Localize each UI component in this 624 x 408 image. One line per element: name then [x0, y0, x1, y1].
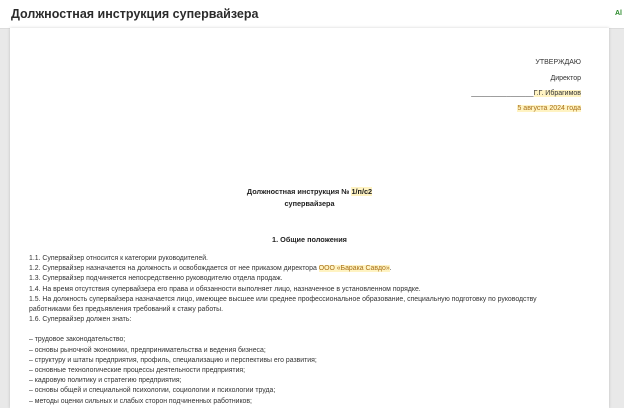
approve-label: УТВЕРЖДАЮ: [535, 59, 581, 66]
corner-link[interactable]: Al: [615, 10, 622, 17]
doc-title: [10, 187, 609, 196]
clause-1-5-line1: 1.5. На должность супервайзера назначается лицо, имеющее высшее или среднее профессиональное образование, специальную подготовку по руководству: [29, 295, 537, 303]
approver-name: Г.Г. Ибрагимов: [533, 90, 581, 97]
clause-1-2: [29, 264, 589, 274]
company-name: ООО «Барака Савдо»: [318, 265, 390, 273]
clause-1-5-line2: работниками без предъявления требований к стажу работы.: [29, 306, 224, 314]
doc-number: 1/п/с2: [351, 187, 373, 196]
approver-signature: [471, 90, 581, 97]
list-item: – основы рыночной экономики, предпринимательства и ведения бизнеса;: [29, 346, 266, 354]
list-item: – методы оценки сильных и слабых сторон подчиненных работников;: [29, 397, 252, 405]
approver-position: Директор: [550, 75, 581, 82]
clause-1-3: 1.3. Супервайзер подчиняется непосредственно руководителю отдела продаж.: [29, 275, 283, 283]
doc-title-prefix: Должностная инструкция №: [246, 187, 352, 196]
signature-line: ________________: [471, 90, 534, 97]
list-item: – основные технологические процессы деятельности предприятия;: [29, 367, 246, 375]
document-sheet: [10, 28, 609, 408]
clause-1-1: 1.1. Супервайзер относится к категории руководителей.: [29, 255, 208, 262]
list-item: – основы общей и специальной психологии, социологии и психологии труда;: [29, 387, 276, 395]
page-title: Должностная инструкция супервайзера: [11, 7, 259, 21]
approval-date-row: [517, 105, 581, 112]
clause-1-2-text: 1.2. Супервайзер назначается на должность и освобождается от нее приказом директора: [29, 265, 319, 273]
section-title: 1. Общие положения: [272, 235, 347, 244]
list-item: – трудовое законодательство;: [29, 336, 126, 344]
clause-1-6: 1.6. Супервайзер должен знать:: [29, 316, 132, 324]
approval-date: 5 августа 2024 года: [517, 105, 581, 112]
clause-1-4: 1.4. На время отсутствия супервайзера его права и обязанности выполняет лицо, назначенное в установленном порядке.: [29, 285, 421, 293]
clause-1-2-end: .: [389, 265, 392, 273]
list-item: – кадровую политику и стратегию предприятия;: [29, 377, 182, 385]
list-item: – структуру и штаты предприятия, профиль, специализацию и перспективы его развития;: [29, 356, 317, 364]
clauses-block: [29, 254, 589, 407]
top-bar: [0, 0, 624, 29]
doc-subtitle: супервайзера: [284, 199, 335, 208]
